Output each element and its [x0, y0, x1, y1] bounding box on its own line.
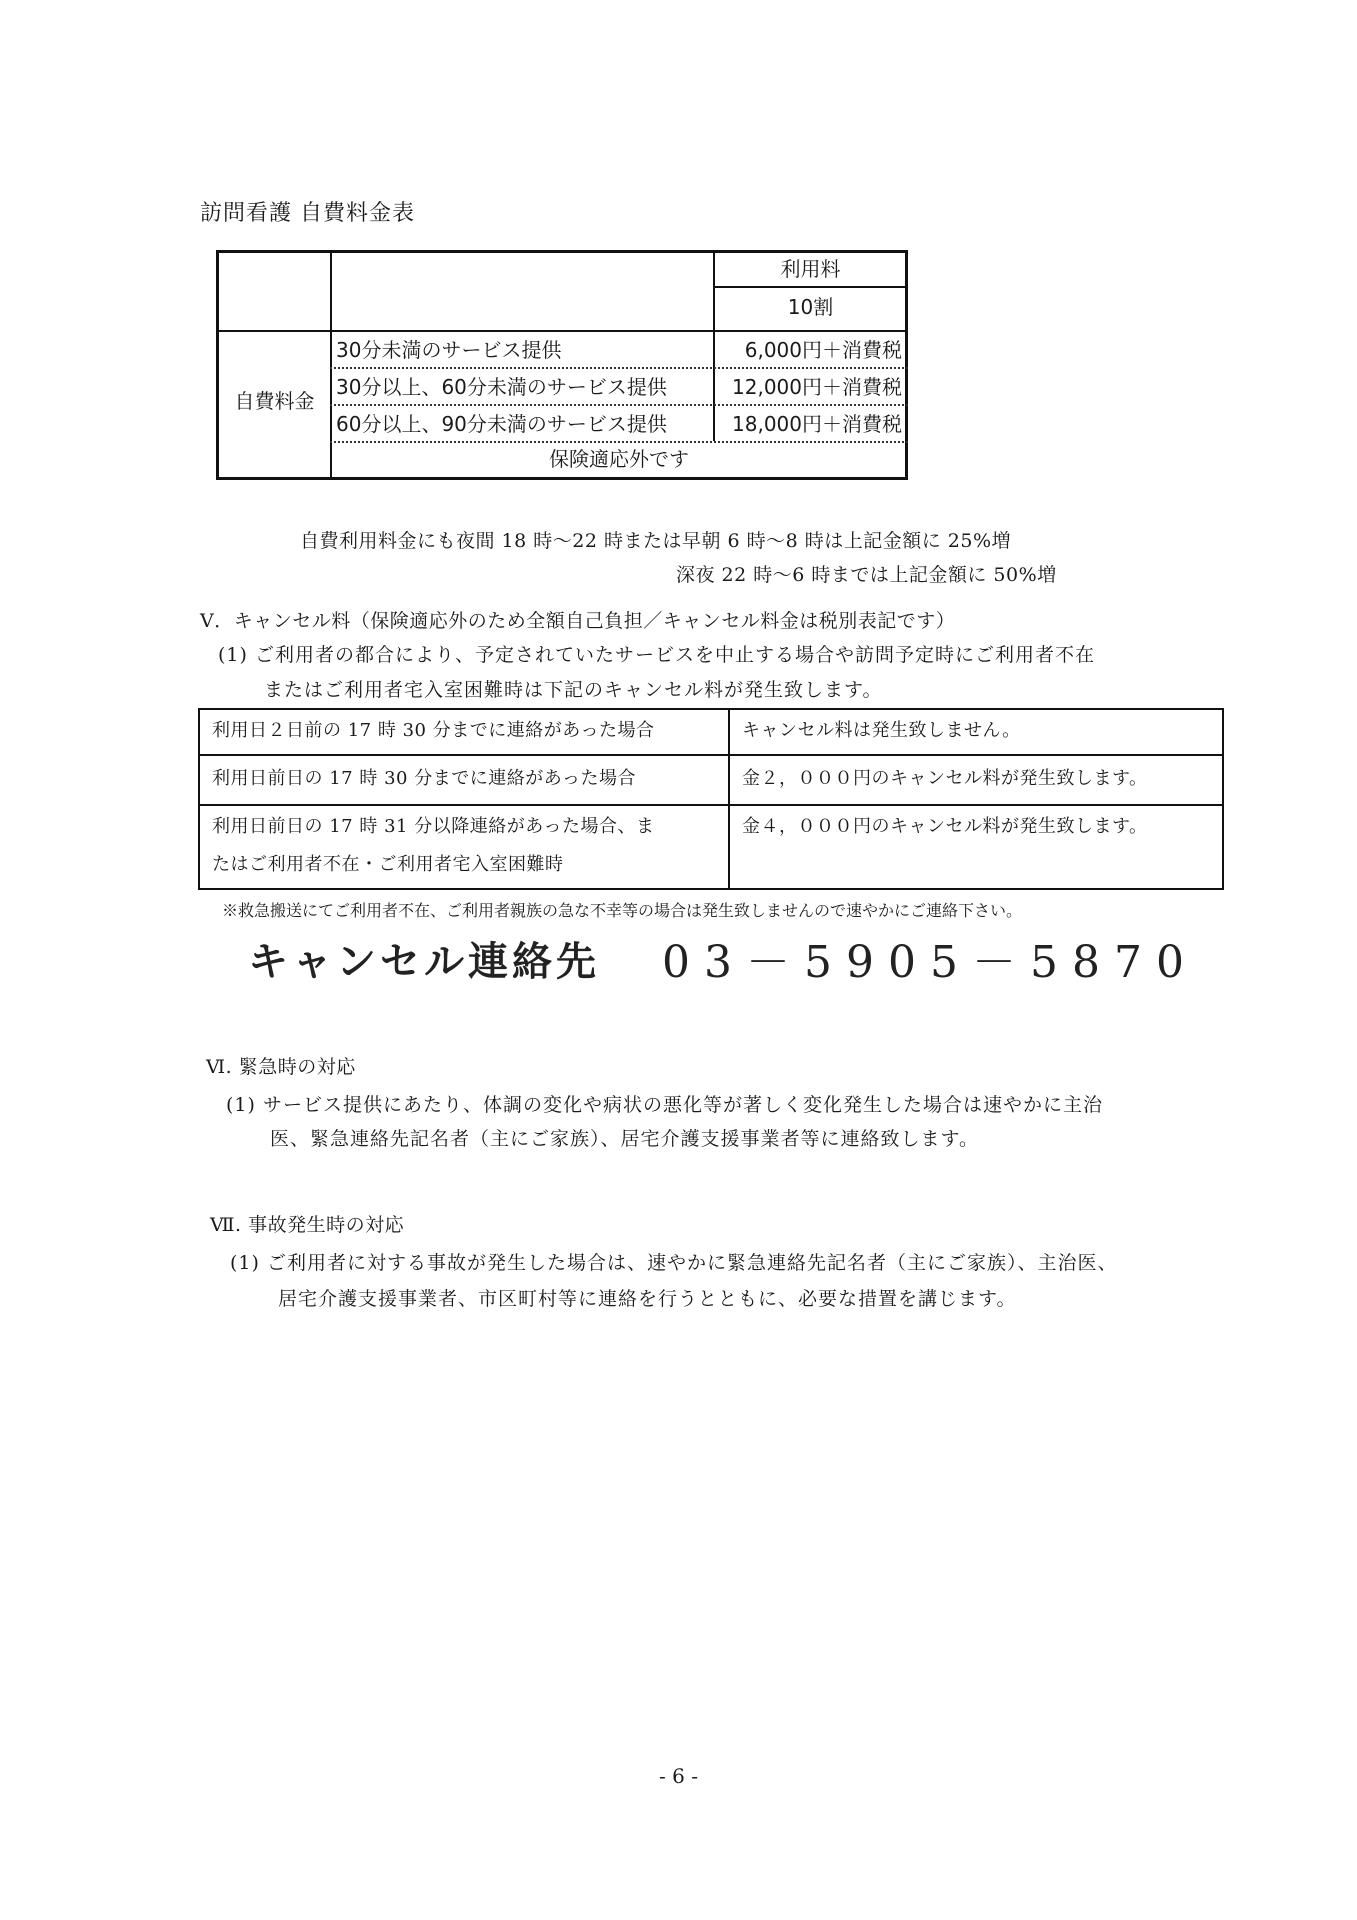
cancel-contact-label: キャンセル連絡先: [248, 939, 600, 985]
section-v-title: Ⅴ．キャンセル料（保険適応外のため全額自己負担／キャンセル料金は税別表記です）: [200, 610, 956, 632]
fee-header-ratio: 10割: [787, 295, 834, 319]
cancel-fee-1: キャンセル料は発生致しません。: [742, 720, 1021, 741]
cancel-condition-3-line-2: たはご利用者不在・ご利用者宅入室困難時: [212, 854, 564, 875]
surcharge-line-1: 自費利用料金にも夜間 18 時～22 時または早朝 6 時～8 時は上記金額に 25%増: [300, 530, 1012, 552]
cancel-fee-2: 金２，０００円のキャンセル料が発生致します。: [742, 768, 1148, 789]
surcharge-line-2: 深夜 22 時～6 時までは上記金額に 50%増: [676, 564, 1057, 586]
cancel-fee-3: 金４，０００円のキャンセル料が発生致します。: [742, 816, 1148, 837]
cancel-condition-3-line-1: 利用日前日の 17 時 31 分以降連絡があった場合、ま: [212, 816, 655, 837]
section-vii-title: Ⅶ. 事故発生時の対応: [210, 1214, 405, 1236]
cancel-contact-number: 03－5905－5870: [662, 937, 1198, 988]
fee-price-1: 6,000円＋消費税: [744, 338, 902, 362]
fee-service-2: 30分以上、60分未満のサービス提供: [336, 375, 667, 399]
fee-price-3: 18,000円＋消費税: [732, 412, 902, 436]
section-vii-item-1-line-2: 居宅介護支援事業者、市区町村等に連絡を行うとともに、必要な措置を講じます。: [278, 1288, 1017, 1310]
fee-footer-note: 保険適応外です: [549, 447, 689, 471]
section-vii-item-1-line-1: (1) ご利用者に対する事故が発生した場合は、速やかに緊急連絡先記名者（主にご家族）、主治医、: [230, 1252, 1118, 1274]
section-vi-item-1-line-1: (1) サービス提供にあたり、体調の変化や病状の悪化等が著しく変化発生した場合は速やかに主治: [226, 1094, 1103, 1116]
page-number: - 6 -: [659, 1764, 698, 1788]
fee-service-1: 30分未満のサービス提供: [336, 338, 562, 362]
fee-header-usage: 利用料: [780, 257, 841, 281]
cancel-condition-2: 利用日前日の 17 時 30 分までに連絡があった場合: [212, 768, 637, 789]
fee-row-label: 自費料金: [234, 389, 315, 413]
section-vi-item-1-line-2: 医、緊急連絡先記名者（主にご家族）、居宅介護支援事業者等に連絡致します。: [270, 1128, 979, 1150]
cancel-fee-table: [198, 708, 1224, 890]
section-vi-title: Ⅵ. 緊急時の対応: [206, 1056, 356, 1078]
fee-price-2: 12,000円＋消費税: [732, 375, 902, 399]
section-v-item-1-line-2: またはご利用者宅入室困難時は下記のキャンセル料が発生致します。: [264, 679, 883, 701]
section-v-item-1-line-1: (1) ご利用者の都合により、予定されていたサービスを中止する場合や訪問予定時にご利用者不在: [218, 644, 1095, 666]
fee-service-3: 60分以上、90分未満のサービス提供: [336, 412, 667, 436]
emergency-transport-note: ※救急搬送にてご利用者不在、ご利用者親族の急な不幸等の場合は発生致しませんので速やかにご連絡下さい。: [222, 901, 1023, 920]
cancel-condition-1: 利用日２日前の 17 時 30 分までに連絡があった場合: [212, 720, 655, 741]
page-heading: 訪問看護 自費料金表: [200, 201, 415, 226]
fee-table: [216, 250, 908, 480]
